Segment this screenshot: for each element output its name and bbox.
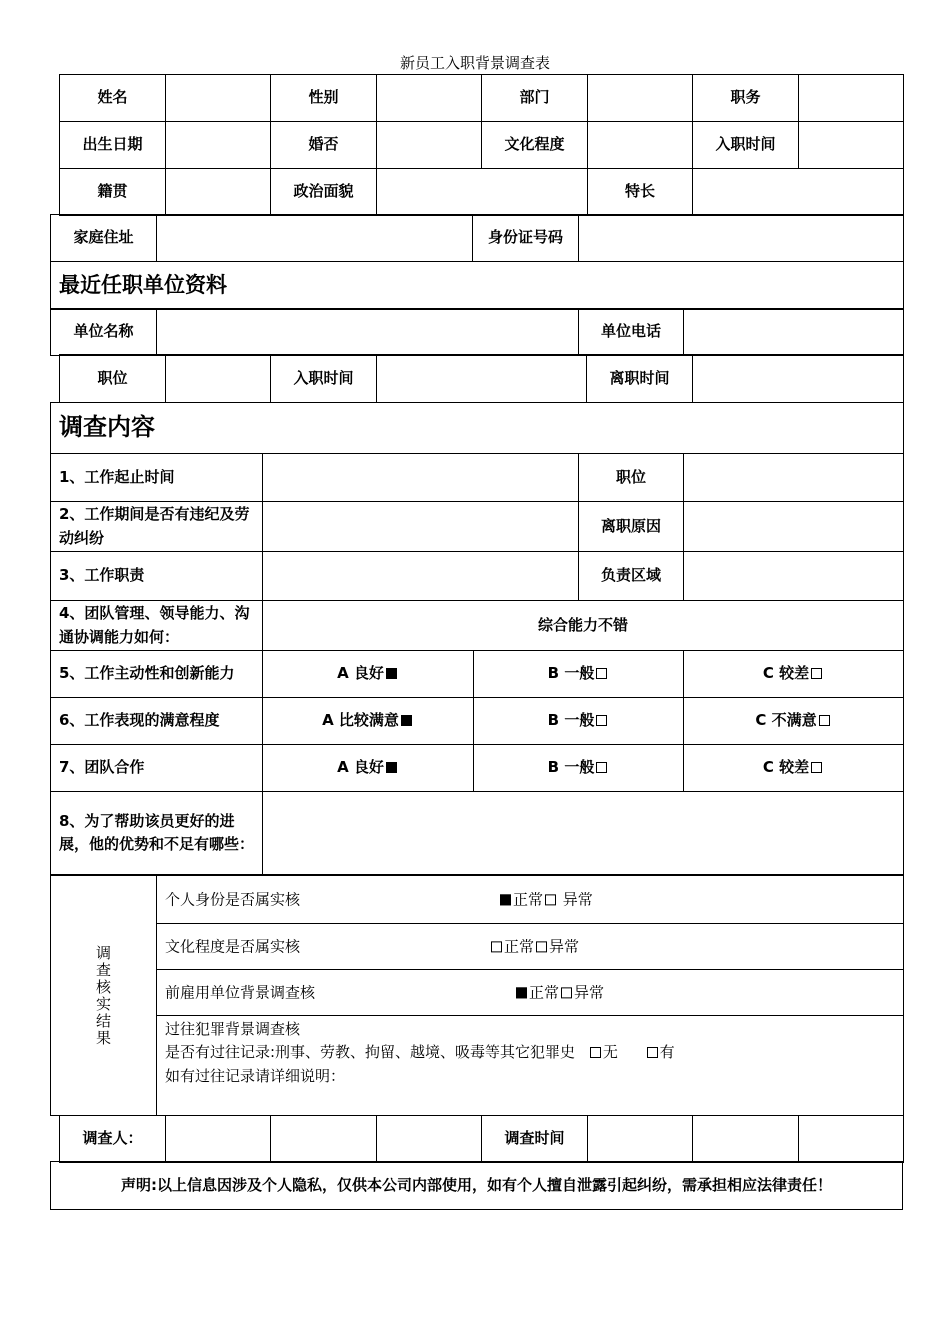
- job-table: [59, 354, 904, 403]
- name-label: 姓名: [60, 75, 166, 122]
- checkbox-icon[interactable]: [811, 762, 822, 773]
- verify-item-1-opt2: 异常: [558, 889, 593, 908]
- q5-option-b-label: B 一般: [547, 664, 595, 683]
- verify-item-3-label: 前雇用单位背景调查核: [165, 982, 316, 1001]
- education-value[interactable]: [588, 122, 693, 169]
- name-value[interactable]: [166, 75, 271, 122]
- leave-time-value[interactable]: [693, 355, 904, 403]
- q2-label: 2、工作期间是否有违纪及劳动纠纷: [51, 502, 263, 552]
- checkbox-icon[interactable]: [491, 941, 502, 952]
- q8-label: 8、为了帮助该员更好的进展，他的优势和不足有哪些：: [51, 792, 263, 875]
- q7-option-a-label: A 良好: [337, 758, 384, 777]
- q5-option-c[interactable]: [684, 651, 904, 698]
- verify-label-cell: [51, 876, 157, 1116]
- verify-item-4-no: 无: [602, 1043, 618, 1062]
- investigator-value-2[interactable]: [271, 1116, 377, 1163]
- investigation-time-value-1[interactable]: [588, 1116, 693, 1163]
- position-label: 职务: [693, 75, 799, 122]
- q4-label: 4、团队管理、领导能力、沟通协调能力如何：: [51, 601, 263, 651]
- position-value[interactable]: [799, 75, 904, 122]
- q5-label: 5、工作主动性和创新能力: [51, 651, 263, 698]
- q5-option-c-label: C 较差: [762, 664, 810, 683]
- q1-value[interactable]: [263, 454, 579, 502]
- political-label: 政治面貌: [271, 169, 377, 216]
- investigation-time-label: 调查时间: [482, 1116, 588, 1163]
- q7-option-a[interactable]: [263, 745, 474, 792]
- checkbox-icon[interactable]: [811, 668, 822, 679]
- address-table: [50, 214, 904, 310]
- company-phone-value[interactable]: [684, 309, 904, 356]
- q1-right-value[interactable]: [684, 454, 904, 502]
- verify-item-2-options[interactable]: [489, 935, 579, 958]
- investigation-time-value-2[interactable]: [693, 1116, 799, 1163]
- q3-value[interactable]: [263, 552, 579, 601]
- form-title: 新员工入职背景调查表: [399, 54, 550, 72]
- verify-item-4-record-line: [165, 1041, 895, 1064]
- verify-item-1-options[interactable]: [498, 888, 593, 911]
- origin-value[interactable]: [166, 169, 271, 216]
- company-phone-label: 单位电话: [579, 309, 684, 356]
- checkbox-icon[interactable]: [819, 715, 830, 726]
- q1-right-label: 职位: [579, 454, 684, 502]
- gender-value[interactable]: [377, 75, 482, 122]
- specialty-label: 特长: [588, 169, 693, 216]
- q1-label: 1、工作起止时间: [51, 454, 263, 502]
- q6-option-c[interactable]: [684, 698, 904, 745]
- investigator-value-1[interactable]: [166, 1116, 271, 1163]
- q5-option-a[interactable]: [263, 651, 474, 698]
- id-number-value[interactable]: [579, 215, 904, 262]
- origin-label: 籍贯: [60, 169, 166, 216]
- investigation-time-value-3[interactable]: [799, 1116, 904, 1163]
- verify-item-2-label: 文化程度是否属实核: [165, 936, 301, 955]
- verify-table: [50, 875, 904, 1116]
- q6-option-a[interactable]: [263, 698, 474, 745]
- political-value[interactable]: [377, 169, 588, 216]
- checkbox-icon[interactable]: [647, 1047, 658, 1058]
- verify-item-3-opt1: 正常: [529, 982, 560, 1001]
- q7-option-c[interactable]: [684, 745, 904, 792]
- q5-option-a-label: A 良好: [337, 664, 384, 683]
- marital-value[interactable]: [377, 122, 482, 169]
- checked-box-icon[interactable]: [401, 715, 412, 726]
- entry-date-label: 入职时间: [693, 122, 799, 169]
- verify-item-4-detail: 如有过往记录请详细说明：: [165, 1066, 346, 1085]
- leave-time-label: 离职时间: [587, 355, 693, 403]
- checkbox-icon[interactable]: [545, 894, 556, 905]
- job-value[interactable]: [166, 355, 271, 403]
- q7-option-c-label: C 较差: [762, 758, 810, 777]
- checked-box-icon[interactable]: [386, 762, 397, 773]
- verify-item-1-opt1: 正常: [513, 889, 544, 908]
- address-label: 家庭住址: [51, 215, 157, 262]
- verify-item-1-label: 个人身份是否属实核: [165, 889, 301, 908]
- q2-right-label: 离职原因: [579, 502, 684, 552]
- checked-box-icon[interactable]: [386, 668, 397, 679]
- id-number-label: 身份证号码: [473, 215, 579, 262]
- education-label: 文化程度: [482, 122, 588, 169]
- recent-entry-value[interactable]: [377, 355, 587, 403]
- verify-item-1: [157, 876, 904, 924]
- checkbox-icon[interactable]: [596, 762, 607, 773]
- verify-item-3-options[interactable]: [514, 981, 604, 1004]
- verify-item-4-question: 是否有过往记录:刑事、劳教、拘留、越境、吸毒等其它犯罪史: [165, 1043, 576, 1062]
- q3-right-label: 负责区域: [579, 552, 684, 601]
- q3-right-value[interactable]: [684, 552, 904, 601]
- recent-entry-label: 入职时间: [271, 355, 377, 403]
- q2-value[interactable]: [263, 502, 579, 552]
- checkbox-icon[interactable]: [590, 1047, 601, 1058]
- investigator-value-3[interactable]: [377, 1116, 482, 1163]
- company-name-value[interactable]: [157, 309, 579, 356]
- q3-label: 3、工作职责: [51, 552, 263, 601]
- dept-label: 部门: [482, 75, 588, 122]
- birth-value[interactable]: [166, 122, 271, 169]
- q6-option-b-label: B 一般: [547, 711, 595, 730]
- q8-value[interactable]: [263, 792, 904, 875]
- company-name-label: 单位名称: [51, 309, 157, 356]
- q6-option-b[interactable]: [474, 698, 684, 745]
- company-table: [50, 308, 904, 356]
- checkbox-icon[interactable]: [561, 987, 572, 998]
- gender-label: 性别: [271, 75, 377, 122]
- birth-label: 出生日期: [60, 122, 166, 169]
- basic-info-table: [59, 74, 904, 216]
- checkbox-icon[interactable]: [596, 715, 607, 726]
- verify-item-4: [157, 1016, 904, 1116]
- checked-box-icon[interactable]: [516, 987, 527, 998]
- entry-date-value[interactable]: [799, 122, 904, 169]
- q2-right-value[interactable]: [684, 502, 904, 552]
- q7-option-b-label: B 一般: [547, 758, 595, 777]
- job-label: 职位: [60, 355, 166, 403]
- recent-employer-heading: 最近任职单位资料: [51, 262, 904, 310]
- q5-option-b[interactable]: [474, 651, 684, 698]
- survey-heading: 调查内容: [51, 403, 904, 454]
- q6-label: 6、工作表现的满意程度: [51, 698, 263, 745]
- statement-table: [50, 1161, 903, 1210]
- address-value[interactable]: [157, 215, 473, 262]
- privacy-statement: 声明:以上信息因涉及个人隐私，仅供本公司内部使用，如有个人擅自泄露引起纠纷，需承担相应法律责任！: [51, 1162, 903, 1210]
- q7-option-b[interactable]: [474, 745, 684, 792]
- investigator-table: [59, 1115, 904, 1163]
- marital-label: 婚否: [271, 122, 377, 169]
- verify-item-4-title: 过往犯罪背景调查核: [165, 1020, 301, 1038]
- dept-value[interactable]: [588, 75, 693, 122]
- checkbox-icon[interactable]: [536, 941, 547, 952]
- checkbox-icon[interactable]: [596, 668, 607, 679]
- verify-item-2-opt2: 异常: [549, 936, 580, 955]
- investigator-label: 调查人：: [60, 1116, 166, 1163]
- verify-item-2: [157, 924, 904, 970]
- q6-option-a-label: A 比较满意: [322, 711, 399, 730]
- specialty-value[interactable]: [693, 169, 904, 216]
- survey-table: [50, 402, 904, 875]
- verify-item-4-yes: 有: [659, 1043, 675, 1062]
- checked-box-icon[interactable]: [500, 894, 511, 905]
- q4-answer[interactable]: 综合能力不错: [263, 601, 904, 651]
- verify-item-2-opt1: 正常: [504, 936, 535, 955]
- q7-label: 7、团队合作: [51, 745, 263, 792]
- verify-item-3: [157, 970, 904, 1016]
- verify-item-3-opt2: 异常: [574, 982, 605, 1001]
- verify-label: 调查核实结果: [95, 943, 111, 1047]
- q6-option-c-label: C 不满意: [755, 711, 817, 730]
